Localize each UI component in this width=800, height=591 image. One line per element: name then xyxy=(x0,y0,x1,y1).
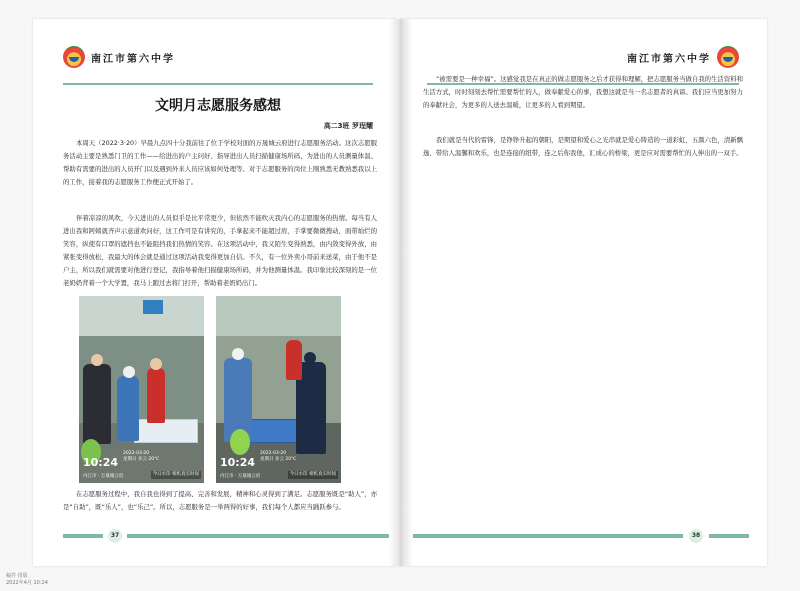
photo-date: 2022-03-20 xyxy=(123,451,150,456)
article-title: 文明月志愿服务感想 xyxy=(155,98,281,114)
footer-bar xyxy=(127,534,389,538)
paragraph-4: “被需要是一种幸福”。这感觉我是在真正的做志愿服务之后才获得和理解，把志愿服务当做自我的生活资料和生活方式，时时刻刻去帮忙需要帮忙的人，做奉献爱心的事，我想这就是当一名志愿者的真谛。我们应当更加努力的奉献社会，为更多的人送去温暖，让更多的人看到期望。 xyxy=(423,75,743,109)
school-name: 南江市第六中学 xyxy=(91,53,175,65)
paragraph-2: 伴着凉凉的风吹，今天进出的人员似乎是比平常更少，但依然不能吹灭我内心的志愿服务的热情。每当有人进出我和阿姨就齐声示意道欢问好，这工作可是有讲究的，手拿起来不能超过肩，手掌要微微搜动，面带灿烂的笑容，纵使有口罩的遮挡也不能阻挡我们热情的笑容。在这项活动中，我又陌生变得熟悉，由内敛变得外放，由紧张变得放松，我最大的体会就是通过这项活动我变得更加自信。不久，有一位外卖小哥前来送菜，由于他不是户主，所以我们就需要对他进行登记，我指导着他扫描健康场所码，并为他测量体温。我印象比较深刻的是一位老奶奶背着一个大学置，我马上跑过去将门打开，帮助着老奶奶出门。 xyxy=(63,214,377,287)
print-note-line1: 稿件 排版 xyxy=(6,573,28,579)
paragraph-1: 本周天（2022·3·20）早晨九点四十分我前往了位于学校对面的万晟城云府进行志愿服务活动。这次志愿服务活动主要是熟悉门卫的工作——给进出的户主问好、指导进出人员扫描健康场所码、为进出的人员测量体温、帮助有需要的进出的人员开门以及遇到外来人员应该如何处理等。对于志愿服务的岗位上刚熟悉无教熟悉我以上的工作，接着我的志愿服务工作便正式开始了。 xyxy=(63,139,377,186)
photo-time: 10:24 xyxy=(83,456,119,469)
person-figure xyxy=(83,364,111,444)
photo-weather: 星期日 多云 20℃ xyxy=(260,457,297,462)
magazine-spread xyxy=(33,19,767,566)
photo-place: 内江市 · 万晟城云府 xyxy=(220,474,261,479)
volunteer-photo-2 xyxy=(216,296,341,483)
photo-badge: 今日水印 相机真实时间 xyxy=(152,472,199,477)
photo-time: 10:24 xyxy=(220,456,256,469)
person-figure xyxy=(286,340,302,380)
photo-date: 2022-03-20 xyxy=(260,451,287,456)
print-note xyxy=(6,573,48,587)
school-logo-icon xyxy=(717,46,739,68)
school-name: 南江市第六中学 xyxy=(627,53,711,65)
person-figure xyxy=(117,376,139,441)
left-page xyxy=(33,19,397,566)
right-page xyxy=(399,19,767,566)
left-header xyxy=(63,46,181,68)
sign-board xyxy=(143,300,163,314)
footer-bar xyxy=(709,534,749,538)
school-logo-icon xyxy=(63,46,85,68)
green-bag xyxy=(230,429,250,455)
desk xyxy=(134,419,198,443)
footer-bar xyxy=(63,534,103,538)
paragraph-3: 在志愿服务过程中，我自我也得到了提高、完善和发展，精神和心灵得到了满足。志愿服务既是“助人”，亦是“自助”，既“乐人”，也“乐己”。所以，志愿服务是一举两得的好事，我们每个人都应当踊跃参与。 xyxy=(63,490,377,511)
header-rule xyxy=(63,83,373,85)
right-header xyxy=(621,46,739,68)
page-number: 37 xyxy=(108,529,122,543)
paragraph-5: 我们就是当代的雷锋，是铮铮升起的朝阳，是期望和爱心之光串就是爱心铸造的一道彩虹，五颜六色，清新飘逸，带给人温馨和欢乐，也是连接的纽带，连之后你我他，汇成心的桥梁，更是应对需要帮忙的人伸出的一双手。 xyxy=(423,136,743,157)
photo-badge: 今日水印 相机真实时间 xyxy=(289,472,336,477)
book-spine xyxy=(389,19,413,566)
footer-bar xyxy=(409,534,683,538)
article-author: 高二3班 罗珵耀 xyxy=(323,122,373,130)
volunteer-photo-1 xyxy=(79,296,204,483)
person-figure xyxy=(147,368,165,423)
print-note-line2: 2022年4月 10:24 xyxy=(6,580,48,586)
page-number: 38 xyxy=(689,529,703,543)
photo-place: 内江市 · 万晟城云府 xyxy=(83,474,124,479)
photo-weather: 星期日 多云 20℃ xyxy=(123,457,160,462)
